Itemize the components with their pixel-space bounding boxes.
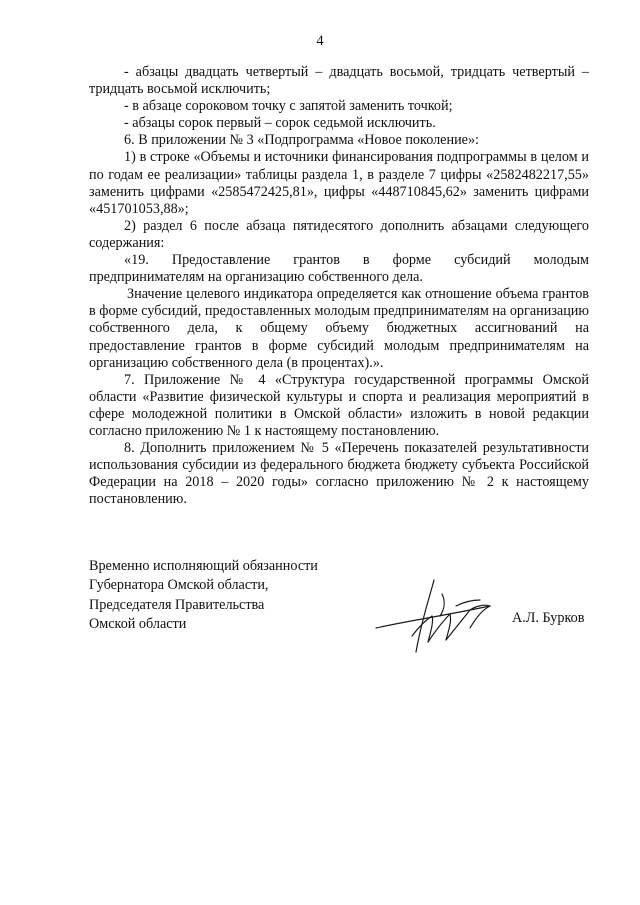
- page-number: 4: [316, 33, 324, 49]
- paragraph-4: 6. В приложении № 3 «Подпрограмма «Новое поколение»:: [124, 132, 479, 149]
- handwritten-signature: [372, 576, 512, 656]
- position-line-4: Омской области: [89, 615, 187, 632]
- signature-position: [89, 557, 318, 634]
- paragraph-1: - абзацы двадцать четвертый – двадцать восьмой, тридцать четвертый – тридцать восьмой исключить;: [89, 64, 589, 98]
- paragraph-3: - абзацы сорок первый – сорок седьмой исключить.: [124, 115, 436, 132]
- paragraph-5: 1) в строке «Объемы и источники финансирования подпрограммы в целом и по годам ее реализации» таблицы раздела 1, в разделе 7 цифры «2582482217,55» заменить цифрами «2585472425,81», цифры «448710845,62» заменить цифрами «451701053,88»;: [89, 149, 589, 217]
- paragraph-2: - в абзаце сороковом точку с запятой заменить точкой;: [124, 98, 453, 115]
- document-body: [89, 64, 589, 508]
- position-line-1: Временно исполняющий обязанности: [89, 558, 318, 574]
- paragraph-6: 2) раздел 6 после абзаца пятидесятого дополнить абзацами следующего содержания:: [89, 217, 589, 251]
- paragraph-10: 8. Дополнить приложением № 5 «Перечень показателей результативности использования субсидии из федерального бюджета бюджету субъекта Российской Федерации на 2018 – 2020 годы» согласно приложению № 2 к настоящему постановлению.: [89, 440, 589, 508]
- position-line-2: Губернатора Омской области,: [89, 577, 269, 594]
- paragraph-7: «19. Предоставление грантов в форме субсидий молодым предпринимателям на организацию собственного дела.: [89, 252, 589, 286]
- paragraph-9: 7. Приложение № 4 «Структура государственной программы Омской области «Развитие физической культуры и спорта и реализация мероприятий в сфере молодежной политики в Омской области» изложить в новой редакции согласно приложению № 1 к настоящему постановлению.: [89, 371, 589, 439]
- signer-name: А.Л. Бурков: [512, 610, 585, 626]
- position-line-3: Председателя Правительства: [89, 596, 265, 613]
- paragraph-8: Значение целевого индикатора определяется как отношение объема грантов в форме субсидий, предоставленных молодым предпринимателям на организацию собственного дела, к общему объему бюджетных ассигнований на предоставление грантов в форме субсидий молодым предпринимателям на организацию собственного дела (в процентах).».: [89, 286, 589, 371]
